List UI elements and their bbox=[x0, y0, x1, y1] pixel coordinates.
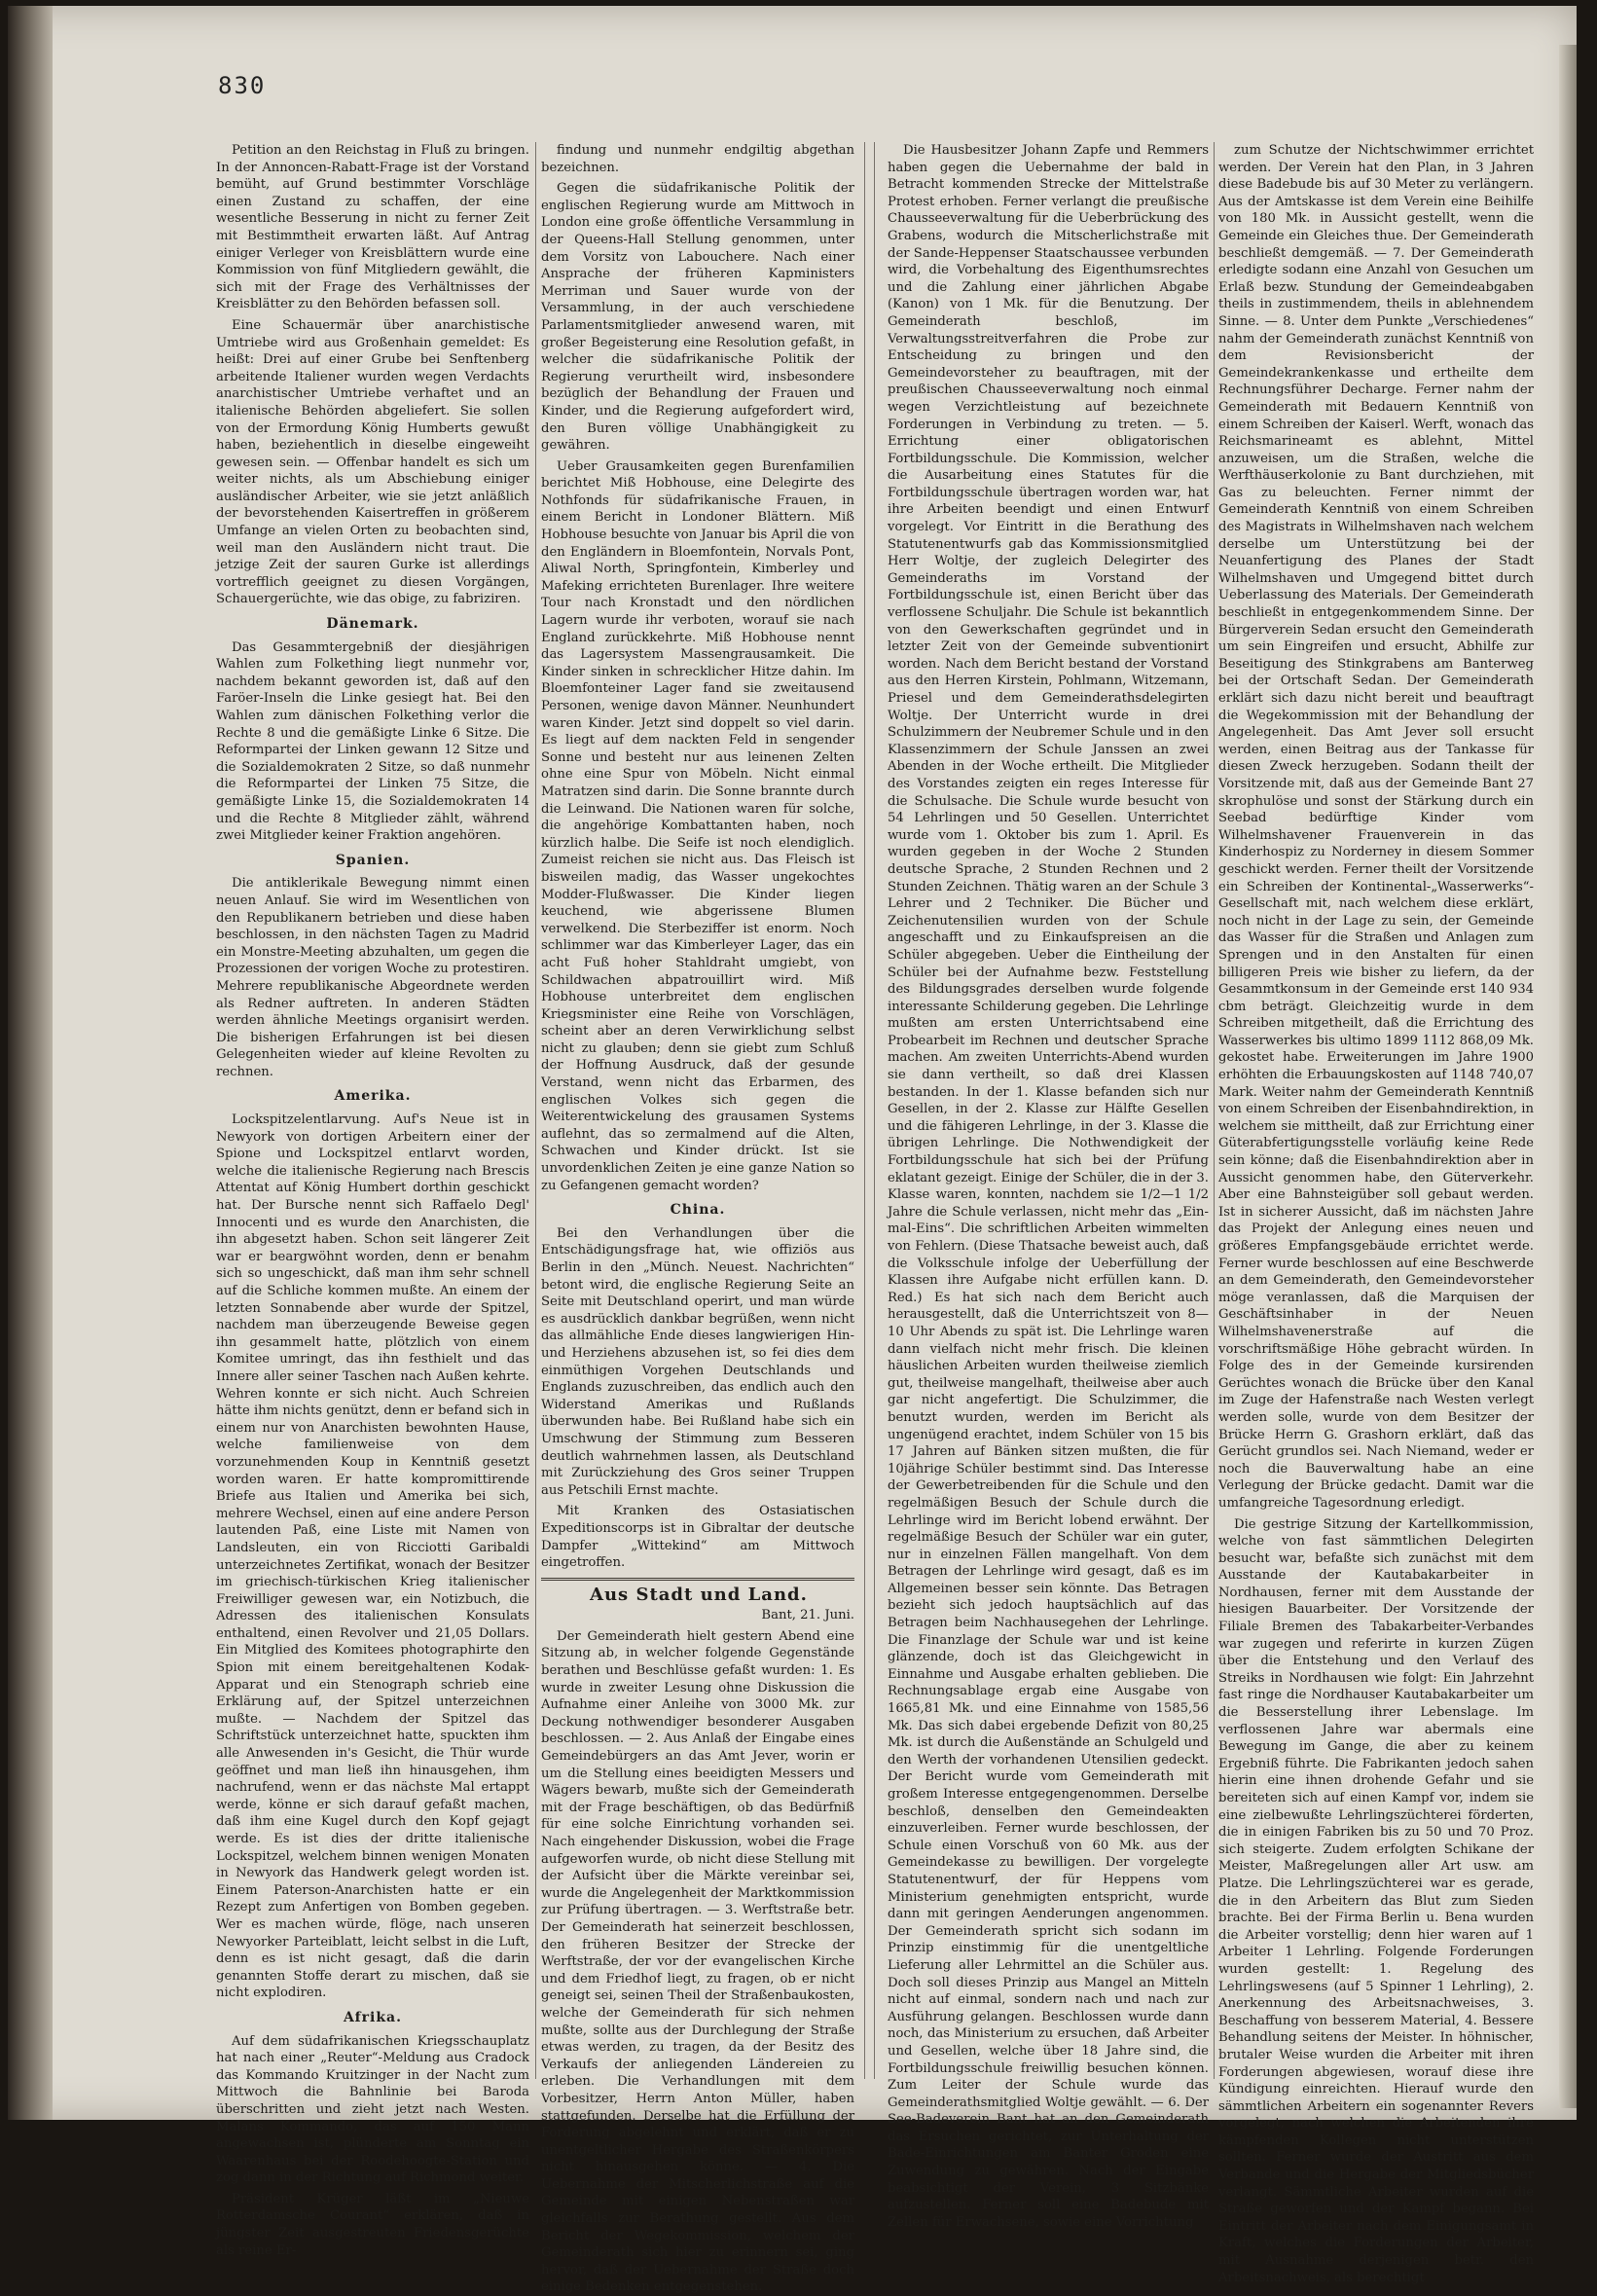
section-heading: Amerika. bbox=[334, 1088, 412, 1105]
section-heading: Afrika. bbox=[344, 2009, 402, 2025]
text-column-1 bbox=[216, 142, 529, 2258]
dateline: Bant, 21. Juni. bbox=[761, 1608, 854, 1623]
page-edge bbox=[1559, 45, 1577, 2108]
article-paragraph: Mit Kranken des Ostasiatischen Expeditionscorps ist in Gibraltar der deutsche Dampfer „Wittekind“ am Mittwoch eingetroffen. bbox=[541, 1504, 854, 1571]
article-paragraph: Die antiklerikale Bewegung nimmt einen neuen Anlauf. Sie wird im Wesentlichen von den Republikanern betrieben und diese haben beschlossen, in den nächsten Tagen zu Madrid ein Monstre-Meeting abzuhalten, um gegen die Prozessionen der vorigen Woche zu protestiren. Mehrere republikanische Abgeordnete werden als Redner auftreten. In anderen Städten werden ähnliche Meetings organisirt werden. Die bisherigen Erfahrungen ist bei diesen Gelegenheiten wieder auf kleine Revolten zu rechnen. bbox=[216, 876, 529, 1079]
double-rule bbox=[541, 1578, 854, 1581]
newspaper-page bbox=[8, 6, 1577, 2295]
section-heading: China. bbox=[670, 1202, 726, 1219]
column-rule bbox=[864, 142, 865, 2079]
article-paragraph: Petition an den Reichstag in Fluß zu bringen. In der Annoncen-Rabatt-Frage ist der Vorstand bemüht, auf Grund bestimmter Vorschläge einen Zustand zu schaffen, der eine wesentliche Besserung in nicht zu ferner Zeit mit Bestimmtheit erwarten läßt. Auf Antrag einiger Verleger von Kreisblättern wurde eine Kommission von fünf Mitgliedern gewählt, die sich mit der Frage des Verhältnisses der Kreisblätter zu den Behörden befassen soll. bbox=[216, 143, 529, 312]
article-paragraph: zum Schutze der Nichtschwimmer errichtet werden. Der Verein hat den Plan, in 3 Jahren diese Badebude bis auf 30 Meter zu verlängern. Aus der Amtskasse ist dem Verein eine Beihilfe von 180 Mk. in Aussicht gestellt, wenn die Gemeinde ein Gleiches thue. Der Gemeinderath beschließt demgemäß. — 7. Der Gemeinderath erledigte sodann eine Anzahl von Gesuchen um Erlaß bezw. Stundung der Gemeindeabgaben theils in zustimmendem, theils in ablehnendem Sinne. — 8. Unter dem Punkte „Verschiedenes“ nahm der Gemeinderath zunächst Kenntniß von dem Revisionsbericht der Gemeindekrankenkasse und ertheilte dem Rechnungsführer Decharge. Ferner nahm der Gemeinderath mit Bedauern Kenntniß von einem Schreiben der Kaiserl. Werft, wonach das Reichsmarineamt es ablehnt, Mittel anzuweisen, um die Straßen, welche die Werfthäuserkolonie zu Bant durchziehen, mit Gas zu beleuchten. Ferner nimmt der Gemeinderath Kenntniß von einem Schreiben des Magistrats in Wilhelmshaven nach welchem derselbe um Unterstützung bei der Neuanfertigung des Planes der Stadt Wilhelmshaven und Umgegend bittet durch Ueberlassung des Materials. Der Gemeinderath beschließt in entgegenkommendem Sinne. Der Bürgerverein Sedan ersucht den Gemeinderath um sein Eingreifen und ersucht, Abhilfe zur Beseitigung des Stinkgrabens am Banterweg bei der Ortschaft Sedan. Der Gemeinderath erklärt sich dazu nicht bereit und beauftragt die Wegekommission mit der Behandlung der Angelegenheit. Das Amt Jever soll ersucht werden, einen Beitrag aus der Tankasse für diesen Zweck herzugeben. Sodann theilt der Vorsitzende mit, daß aus der Gemeinde Bant 27 skrophulöse und sonst der Stärkung durch ein Seebad bedürftige Kinder vom Wilhelmshavener Frauenverein in das Kinderhospiz zu Norderney in diesem Sommer geschickt werden. Ferner theilt der Vorsitzende ein Schreiben der Kontinental-„Wasserwerks“-Gesellschaft mit, nach welchem diese erklärt, noch nicht in der Lage zu sein, der Gemeinde das Wasser für die Straßen und Anlagen zum Sprengen und in den Anstalten für einen billigeren Preis wie bisher zu liefern, da der Gesammtkonsum in der Gemeinde erst 140 934 cbm beträgt. Gleichzeitig wurde in dem Schreiben mitgetheilt, daß die Errichtung des Wasserwerkes bis ultimo 1899 1112 868,09 Mk. gekostet habe. Erweiterungen im Jahre 1900 erhöhten die Erbauungskosten auf 1148 740,07 Mark. Weiter nahm der Gemeinderath Kenntniß von einem Schreiben der Eisenbahndirektion, in welchem sie mittheilt, daß zur Errichtung einer Güterabfertigungsstelle vorläufig keine Rede sein könne; daß die Eisenbahndirektion aber in Aussicht genommen habe, den Güterverkehr. Aber eine Bahnsteigüber soll gebaut werden. Ist in sicherer Aussicht, daß im nächsten Jahre das Projekt der Anlegung eines neuen und größeres Empfangsgebäude errichtet werde. Ferner wurde beschlossen auf eine Beschwerde an dem Gemeinderath, den Gemeindevorsteher möge veranlassen, daß die Marquisen der Geschäftsinhaber in der Neuen Wilhelmshavenerstraße auf die vorschriftsmäßige Höhe gebracht würden. In Folge des in der Gemeinde kursirenden Gerüchtes wonach die Brücke über den Kanal im Zuge der Hafenstraße nach Westen verlegt werden solle, wurde von dem Besitzer der Brücke Herrn G. Grashorn erklärt, daß das Gerücht grundlos sei. Nach Niemand, weder er noch die Bauverwaltung habe an eine Verlegung der Brücke gedacht. Damit war die umfangreiche Tagesordnung erledigt. bbox=[1218, 143, 1535, 1511]
column-rule bbox=[874, 142, 875, 2079]
article-paragraph: Ueber Grausamkeiten gegen Burenfamilien berichtet Miß Hobhouse, eine Delegirte des Nothfonds für südafrikanische Frauen, in einem Bericht in Londoner Blättern. Miß Hobhouse besuchte von Januar bis April die von den Engländern in Bloemfontein, Norvals Pont, Aliwal North, Springfontein, Kimberley und Mafeking errichteten Burenlager. Ihre weitere Tour nach Kronstadt und den nördlichen Lagern wurde ihr verboten, worauf sie nach England zurückkehrte. Miß Hobhouse nennt das Lagersystem Massengrausamkeit. Die Kinder sinken in schrecklicher Hitze dahin. Im Bloemfonteiner Lager fand sie zweitausend Personen, wenige davon Männer. Neunhundert waren Kinder. Jetzt sind doppelt so viel darin. Es liegt auf dem nackten Feld in sengender Sonne und besteht nur aus leinenen Zelten ohne eine Spur von Möbeln. Nicht einmal Matratzen sind darin. Die Sonne brannte durch die Leinwand. Die Nationen waren für solche, die angehörige Kombattanten haben, noch kürzlich halbe. Die Seife ist noch elendiglich. Zumeist reichen sie nicht aus. Das Fleisch ist bisweilen madig, das Wasser ungekochtes Modder-Flußwasser. Die Kinder liegen keuchend, wie abgerissene Blumen verwelkend. Die Sterbeziffer ist enorm. Noch schlimmer war das Kimberleyer Lager, das ein acht Fuß hoher Stahldraht umgiebt, von Schildwachen abpatrouillirt wird. Miß Hobhouse unterbreitet dem englischen Kriegsminister eine Reihe von Vorschlägen, scheint aber an deren Verwirklichung selbst nicht zu glauben; denn sie giebt zum Schluß der Hoffnung Ausdruck, daß der gesunde Verstand, wenn nicht das Erbarmen, des englischen Volkes sich gegen die Weiterentwickelung des grausamen Systems auflehnt, das so zermalmend auf die Alten, Schwachen und Kinder drückt. Ist sie unvordenklichen Zeiten je eine ganze Nation so zu Gefangenen gemacht worden? bbox=[541, 458, 854, 1193]
article-paragraph: Die gestrige Sitzung der Kartellkommission, welche von fast sämmtlichen Delegirten besucht war, befaßte sich zunächst mit dem Ausstande der Kautabakarbeiter in Nordhausen, ferner mit dem Ausstande der hiesigen Bauarbeiter. Der Vorsitzende der Filiale Bremen des Tabakarbeiter-Verbandes war zugegen und referirte in kurzen Zügen über die Entstehung und den Verlauf des Streiks in Nordhausen wie folgt: Ein Jahrzehnt fast ringe die Nordhauser Kautabakarbeiter um die Besserstellung ihrer Lebenslage. Im verflossenen Jahre war abermals eine Bewegung im Gange, die aber zu keinem Ergebniß führte. Die Fabrikanten jedoch sahen hierin eine ihnen drohende Gefahr und sie bereiteten sich auf einen Kampf vor, indem sie eine zielbewußte Lehrlingszüchterei förderten, die in einigen Fabriken bis zu 50 und 70 Proz. sich steigerte. Zudem erfolgten Schikane der Meister, Maßregelungen aller Art usw. am Platze. Die Lehrlingszüchterei war es gerade, die in den Arbeitern das Blut zum Sieden brachte. Bei der Firma Berlin u. Bena wurden die Arbeiter vorstellig; denn hier waren auf 1 Arbeiter 1 Lehrling. Folgende Forderungen wurden gestellt: 1. Regelung des Lehrlingswesens (auf 5 Spinner 1 Lehrling), 2. Anerkennung des Arbeitsnachweises, 3. Beschaffung von besserem Material, 4. Bessere Behandlung seitens der Meister. In höhnischer, brutaler Weise wurden die Arbeiter mit ihren Forderungen abgewiesen, worauf diese ihre Kündigung einreichten. Hierauf wurde den sämmtlichen Arbeitern ein sogenannter Revers vorgelegt, nach welchen die Arbeitenden ihre kämpfenden Kollegen nicht unterstützen sollten. Ferner wurde der Austritt aus dem Verbande und die Hergabe der Mitgliedsbücher verlangt. Sämmtliche Arbeiter wurden auf die Straße geworfen und der Kampf begann. Bei Eintritt der Arbeiter nach dem Einigungsamt in Kraft, welches die Forderungen der Arbeiter, mit Ausnahme derjenigen betr. den Arbeitsnachweis, als berechtigt bbox=[1218, 1516, 1534, 2285]
column-rule bbox=[535, 142, 536, 2079]
section-heading: Spanien. bbox=[335, 852, 411, 868]
page-number: 830 bbox=[218, 72, 267, 99]
book-binding bbox=[8, 6, 53, 2120]
article-paragraph: Die Hausbesitzer Johann Zapfe und Remmers haben gegen die Uebernahme der bald in Betracht kommenden Strecke der Mittelstraße Protest erhoben. Ferner verlangt die preußische Chausseeverwaltung für die Ueberbrückung des Grabens, wodurch die Mitscherlichstraße mit der Sande-Heppenser Staatschaussee verbunden wird, die Vorbehaltung des Eigenthumsrechtes und die Zahlung einer jährlichen Abgabe (Kanon) von 1 Mk. für die Benutzung. Der Gemeinderath beschloß, im Verwaltungsstreitverfahren die Probe zur Entscheidung zu bringen und den Gemeindevorsteher zu beauftragen, mit der preußischen Chausseeverwaltung noch einmal wegen Verzichtleistung auf bezeichnete Forderungen in Verbindung zu treten. — 5. Errichtung einer obligatorischen Fortbildungsschule. Die Kommission, welcher die Ausarbeitung eines Statutes für die Fortbildungsschule übertragen worden war, hat ihre Arbeiten beendigt und einen Entwurf vorgelegt. Vor Eintritt in die Berathung des Statutenentwurfs gab das Kommissionsmitglied Herr Woltje, der zugleich Delegirter des Gemeinderaths im Vorstand der Fortbildungsschule ist, einen Bericht über das verflossene Schuljahr. Die Schule ist bekanntlich von den Gewerkschaften gegründet und in letzter Zeit von der Gemeinde subventionirt worden. Nach dem Bericht bestand der Vorstand aus den Herren Kirstein, Pohlmann, Witzemann, Priesel und dem Gemeinderathsdelegirten Woltje. Der Unterricht wurde in drei Schulzimmern der Neubremer Schule und in den Klassenzimmern der Schule Janssen an zwei Abenden in der Woche ertheilt. Die Mitglieder des Vorstandes zeigten ein reges Interesse für die Schulsache. Die Schule wurde besucht von 54 Lehrlingen und 50 Gesellen. Unterrichtet wurde vom 1. Oktober bis zum 1. April. Es wurden gegeben in der Woche 2 Stunden deutsche Sprache, 2 Stunden Rechnen und 2 Stunden Zeichnen. Thätig waren an der Schule 3 Lehrer und 2 Techniker. Die Bücher und Zeichenutensilien wurden von der Schule angeschafft und zu Einkaufspreisen an die Schüler abgegeben. Ueber die Eintheilung der Schüler bei der Aufnahme bezw. Feststellung des Bildungsgrades derselben wurde folgende interessante Schilderung gegeben. Die Lehrlinge mußten am ersten Unterrichtsabend eine Probearbeit im Rechnen und deutscher Sprache machen. Am zweiten Unterrichts-Abend wurden sie dann vertheilt, so daß drei Klassen bestanden. In der 1. Klasse befanden sich nur Gesellen, in der 2. Klasse zur Hälfte Gesellen und die fähigeren Lehrlinge, in der 3. Klasse die übrigen Lehrlinge. Die Nothwendigkeit der Fortbildungsschule hat sich bei der Prüfung eklatant gezeigt. Einige der Schüler, die in der 3. Klasse waren, konnten, nachdem sie 1/2—1 1/2 Jahre die Schule verlassen, nicht mehr das „Ein-mal-Eins“. Die schriftlichen Arbeiten wimmelten von Fehlern. (Diese Thatsache beweist auch, daß die Volksschule infolge der Ueberfüllung der Klassen ihre Aufgabe nicht erfüllen kann. D. Red.) Es hat sich nach dem Bericht auch herausgestellt, daß die Unterrichtszeit von 8—10 Uhr Abends zu spät ist. Die Lehrlinge waren dann vielfach nicht mehr frisch. Die kleinen häuslichen Arbeiten wurden theilweise ziemlich gut, theilweise mangelhaft, theilweise aber auch gar nicht angefertigt. Die Schulzimmer, die benutzt wurden, werden im Bericht als ungenügend erachtet, indem Schüler von 15 bis 17 Jahren auf Bänken sitzen mußten, die für 10jährige Schüler bestimmt sind. Das Interesse der Gewerbetreibenden für die Schule und den regelmäßigen Besuch der Schule durch die Lehrlinge wird im Bericht lobend erwähnt. Der regelmäßige Besuch der Schüler war ein guter, nur in einzelnen Fällen mangelhaft. Von dem Betragen der Lehrlinge wird gesagt, daß es im Allgemeinen besser sein könnte. Das Betragen bezieht sich jedoch hauptsächlich auf das Betragen beim Nachhausegehen der Lehrlinge. Die Finanzlage der Schule war und ist keine glänzende, doch ist das Gleichgewicht in Einnahme und Ausgabe erhalten geblieben. Die Rechnungsablage ergab eine Ausgabe von 1665,81 Mk. und eine Einnahme von 1585,56 Mk. Das sich dabei ergebende Defizit von 80,25 Mk. ist durch die Außenstände an Schulgeld und den Werth der vorhandenen Utensilien gedeckt. Der Bericht wurde vom Gemeinderath mit großem Interesse entgegengenommen. Derselbe beschloß, denselben den Gemeindeakten einzuverleiben. Ferner wurde beschlossen, der Schule einen Vorschuß von 60 Mk. aus der Gemeindekasse zu bewilligen. Der vorgelegte Statutenentwurf, der für Heppens vom Ministerium genehmigten entspricht, wurde dann mit geringen Aenderungen angenommen. Der Gemeinderath spricht sich sodann im Prinzip einstimmig für die unentgeltliche Lieferung aller Lehrmittel an die Schüler aus. Doch soll dieses Prinzip aus Mangel an Mitteln nicht auf einmal, sondern nach und nach zur Ausführung gelangen. Beschlossen wurde dann noch, das Ministerium zu ersuchen, daß Arbeiter und Gesellen, welche über 18 Jahre sind, die Fortbildungsschule freiwillig besuchen können. Zum Leiter der Schule wurde das Gemeinderathsmitglied Woltje gewählt. — 6. Der See-Badeverein Bant hat an den Gemeinderath das Ersuchen gerichtet, zur Unterhaltung der Bade-Einrichtungen am Banter Groden eine Zuwendung zu gewähren. Nach der Eingabe beabsichtigt der Verein, 3 Sitzbänke aufzustellen. Ferner soll eine Badebude mit Zellen für Erwachsene, sowie eine Vorrichtung bbox=[888, 143, 1209, 2230]
text-column-2 bbox=[541, 142, 854, 2295]
article-paragraph: Eine Schauermär über anarchistische Umtriebe wird aus Großenhain gemeldet: Es heißt: Drei auf einer Grube bei Senftenberg arbeitende Italiener wurden wegen Verdachts anarchistischer Umtriebe verhaftet und an italienische Behörden abgeliefert. Sie sollen von der Ermordung König Humberts gewußt haben, beziehentlich in dieselbe eingeweiht gewesen sein. — Offenbar handelt es sich um weiter nichts, als um Abschiebung einiger ausländischer Arbeiter, wie sie jetzt anläßlich der bevorstehenden Kaisertreffen in größerem Umfange an vielen Orten zu beobachten sind, weil man den Ausländern nicht traut. Die jetzige Zeit der sauren Gurke ist allerdings vortrefflich geeignet zu diesen Vorgängen, Schauergerüchte, wie das obige, zu fabriziren. bbox=[216, 317, 529, 607]
article-paragraph: Bei den Verhandlungen über die Entschädigungsfrage hat, wie offiziös aus Berlin in den „Münch. Neuest. Nachrichten“ betont wird, die englische Regierung Seite an Seite mit Deutschland operirt, und man würde es ausdrücklich dankbar begrüßen, wenn nicht das allmähliche Ende dieses langwierigen Hin- und Herziehens abzusehen ist, so fei dies dem einmüthigen Vorgehen Deutschlands und Englands zuzuschreiben, das endlich auch den Widerstand Amerikas und Rußlands überwunden habe. Bei Rußland habe sich ein Umschwung der Stimmung zum Besseren deutlich wahrnehmen lassen, als Deutschland mit Zurückziehung des Gros seiner Truppen aus Petschili Ernst machte. bbox=[541, 1225, 854, 1498]
article-paragraph: Gegen die südafrikanische Politik der englischen Regierung wurde am Mittwoch in London eine große öffentliche Versammlung in der Queens-Hall Stellung genommen, unter dem Vorsitz von Labouchere. Nach einer Ansprache der früheren Kapministers Merriman und Sauer wurde von der Versammlung, in der auch verschiedene Parlamentsmitglieder anwesend waren, mit großer Begeisterung eine Resolution gefaßt, in welcher die südafrikanische Politik der Regierung verurtheilt wird, insbesondere bezüglich der Behandlung der Frauen und Kinder, und die Regierung aufgefordert wird, den Buren völlige Unabhängigkeit zu gewähren. bbox=[541, 181, 854, 454]
article-paragraph: Auf dem südafrikanischen Kriegsschauplatz hat nach einer „Reuter“-Meldung aus Cradock das Kommando Kruitzinger in der Nacht zum Mittwoch die Bahnlinie bei Baroda überschritten und zieht jetzt nach Westen. Malans Kommando, das auf 150 Mann angewachsen ist, plünderte am Sonntag ein Waarenhaus bei der Roodehoogte-Station und zog dann in der Richtung auf Richmond weiter. bbox=[216, 2033, 529, 2186]
article-paragraph: Präsident Krüger läßt im „Nieuwe Rotterdamsche Courant“ erklären, daß in jüngster Zeit ausgestreuten Friedensgerüchte als reine Er- bbox=[216, 2191, 529, 2258]
local-news-heading: Aus Stadt und Land. bbox=[590, 1584, 808, 1605]
article-paragraph: Das Gesammtergebniß der diesjährigen Wahlen zum Folkething liegt nunmehr vor, nachdem bekannt geworden ist, daß auf den Faröer-Inseln die Linke gesiegt hat. Bei den Wahlen zum dänischen Folkething verlor die Rechte 8 und die gemäßigte Linke 6 Sitze. Die Reformpartei der Linken gewann 12 Sitze und die Sozialdemokraten 2 Sitze, so daß nunmehr die Reformpartei der Linken 75 Sitze, die gemäßigte Linke 15, die Sozialdemokraten 14 und die Rechte 8 Mitglieder zählt, während zwei Mitglieder keiner Fraktion angehören. bbox=[216, 639, 529, 844]
text-column-4 bbox=[1218, 142, 1535, 2285]
column-rule bbox=[1214, 142, 1215, 2079]
text-column-3 bbox=[888, 142, 1209, 2230]
section-heading: Dänemark. bbox=[326, 616, 419, 633]
article-paragraph: Lockspitzelentlarvung. Auf's Neue ist in Newyork von dortigen Arbeitern einer der Spione und Lockspitzel entlarvt worden, welche die italienische Regierung nach Brescis Attentat auf König Humbert dorthin geschickt hat. Der Bursche nennt sich Raffaelo Degl' Innocenti und es wurde den Anarchisten, die ihn abgesetzt haben. Schon seit längerer Zeit war er beargwöhnt worden, denn er benahm sich so ungeschickt, daß man ihm sehr schnell auf die Schliche kommen mußte. An einem der letzten Sonnabende aber wurde der Spitzel, nachdem man überzeugende Beweise gegen ihn gesammelt hatte, plötzlich von einem Komitee umringt, das ihn festhielt und das Innere aller seiner Taschen nach Außen kehrte. Wehren konnte er sich nicht. Auch Schreien hätte ihm nichts genützt, denn er befand sich in einem nur von Anarchisten bewohnten Hause, welche familienweise von dem vorzunehmenden Koup in Kenntniß gesetzt worden waren. Er hatte kompromittirende Briefe aus Italien und Amerika bei sich, mehrere Wechsel, einen auf eine andere Person lautenden Paß, eine Liste mit Namen von Landsleuten, ein von Ricciotti Garibaldi unterzeichnetes Zertifikat, wonach der Besitzer im griechisch-türkischen Krieg italienischer Freiwilliger gewesen war, ein Notizbuch, die Adressen des italienischen Konsulats enthaltend, einen Revolver und 21,05 Dollars. Ein Mitglied des Komitees photographirte den Spion mit einem bereitgehaltenen Kodak-Apparat und ein Stenograph schrieb eine Erklärung auf, der Spitzel unterzeichnen mußte. — Nachdem der Spitzel das Schriftstück unterzeichnet hatte, spuckten ihm alle Anwesenden in's Gesicht, die Thür wurde geöffnet und man ließ ihn hinausgehen, ihm nachrufend, wenn er das nächste Mal ertappt werde, könne er sich darauf gefaßt machen, daß ihm eine Kugel durch den Kopf gejagt werde. Es ist dies der dritte italienische Lockspitzel, welchem binnen wenigen Monaten in Newyork das Handwerk gelegt worden ist. Einem Paterson-Anarchisten hatte er ein Rezept zum Anfertigen von Bomben gegeben. Wer es machen würde, flöge, nach unseren Newyorker Parteiblatt, leicht selbst in die Luft, denn es ist nicht gesagt, daß die darin genannten Stoffe derart zu mischen, daß sie nicht explodiren. bbox=[216, 1112, 529, 2001]
article-paragraph: Der Gemeinderath hielt gestern Abend eine Sitzung ab, in welcher folgende Gegenstände berathen und Beschlüsse gefaßt wurden: 1. Es wurde in zweiter Lesung ohne Diskussion die Aufnahme einer Anleihe von 3000 Mk. zur Deckung nothwendiger besonderer Ausgaben beschlossen. — 2. Aus Anlaß der Eingabe eines Gemeindebürgers an das Amt Jever, worin er um die Stellung eines beeidigten Messers und Wägers bewarb, mußte sich der Gemeinderath mit der Frage beschäftigen, ob das Bedürfniß für eine solche Einrichtung vorhanden sei. Nach eingehender Diskussion, wobei die Frage aufgeworfen wurde, ob nicht diese Stellung mit der Aufsicht über die Märkte vereinbar sei, wurde die Angelegenheit der Marktkommission zur Prüfung übertragen. — 3. Werftstraße betr. Der Gemeinderath hat seinerzeit beschlossen, den früheren Besitzer der Strecke der Werftstraße, der vor der evangelischen Kirche und dem Friedhof liegt, zu fragen, ob er nicht geneigt sei, seinen Theil der Straßenbaukosten, welche der Gemeinderath für sich nehmen mußte, sollte aus der Durchlegung der Straße etwas werden, zu tragen, da der Besitz des Verkaufs der anliegenden Ländereien zu erleben. Die Verhandlungen mit dem Vorbesitzer, Herrn Anton Müller, haben stattgefunden. Derselbe hat die Erfüllung der Forderung abgelehnt und erklärt, daß er zu unentgeltlicher Hergabe des Straßenkörpers nicht hinausgehen könne. — 4. Die Uebernahme der Mitscherlichstraße auf die Gemeinde mit einigen Nebenstraßen war gleichfalls zur Berathung gestellt. Aus dem Bericht der Wegekommission, welchem der Gemeinderath sich hier zu erinnern sei, ging hervor, daß der Uebernahme der Straße doch einige Bedenken entgegenstehen. bbox=[541, 1628, 854, 2295]
article-paragraph: findung und nunmehr endgiltig abgethan bezeichnen. bbox=[541, 143, 854, 175]
